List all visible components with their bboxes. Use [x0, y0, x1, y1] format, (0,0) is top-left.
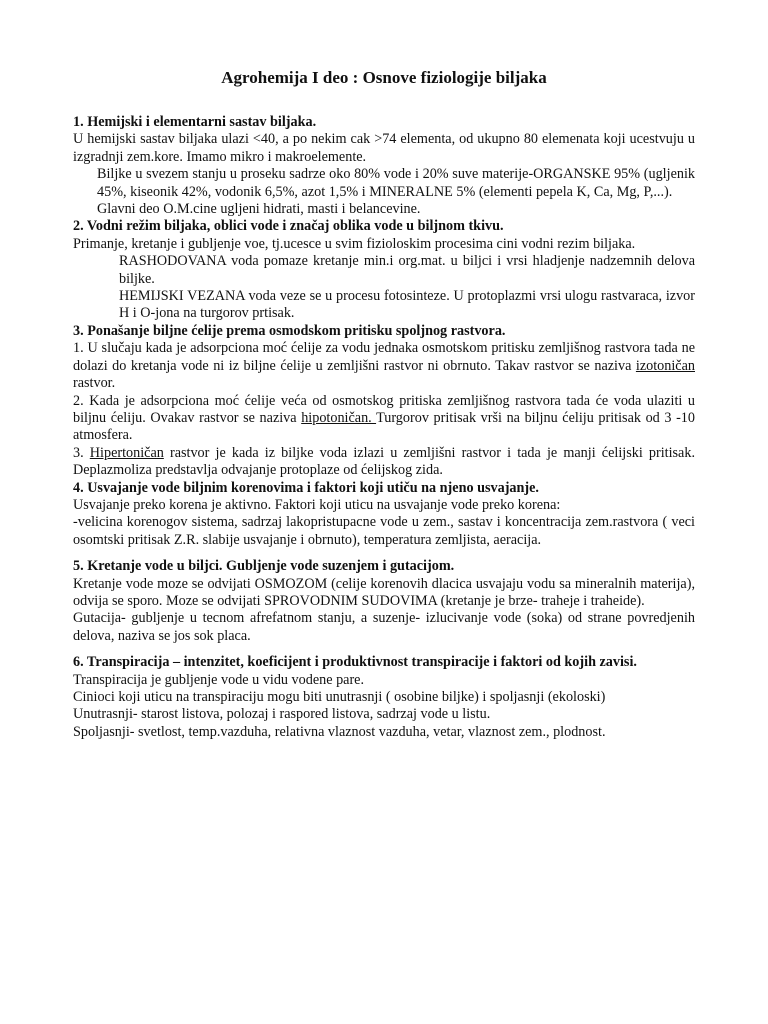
section-2-heading: 2. Vodni režim biljaka, oblici vode i značaj oblika vode u biljnom tkivu.: [73, 218, 504, 235]
section-6-paragraph: Cinioci koji uticu na transpiraciju mogu biti unutrasnji ( osobine biljke) i spoljasnji (ekoloski): [73, 689, 606, 705]
section-2-paragraph: HEMIJSKI VEZANA voda veze se u procesu fotosinteze. U protoplazmi vrsi ulogu rastvaraca, izvor H i O-jona na turgorov prtisak.: [119, 288, 695, 322]
section-6-paragraph: Transpiracija je gubljenje vode u vidu vodene pare.: [73, 671, 365, 688]
section-6-paragraph: Spoljasnji- svetlost, temp.vazduha, relativna vlaznost vazduha, vetar, vlaznost zem., plodnost.: [73, 723, 606, 740]
section-1-heading: 1. Hemijski i elementarni sastav biljaka.: [73, 114, 317, 130]
text-run: 2. Kada je adsorpciona moć ćelije veća od osmotskog pritiska zemljišnog rastvora tada će voda ulaziti u biljnu ćeliju. Ovakav rastvor se naziva: [73, 392, 695, 426]
text-run: rastvor je kada iz biljke voda izlazi u zemljišni rastvor i tada je manji ćelijski pritisak. Deplazmoliza predstavlja odvajanje protoplaze od ćelijskog zida.: [73, 444, 695, 479]
term-hipotonican: hipotoničan.: [301, 409, 377, 426]
text-run: 3.: [73, 444, 90, 461]
section-4-heading: 4. Usvajanje vode biljnim korenovima i faktori koji utiču na njeno usvajanje.: [73, 479, 539, 496]
section-4-paragraph: -velicina korenogov sistema, sadrzaj lakopristupacne vode u zem., sastav i koncentracija zem.rastvora ( veci osomtski pritisak Z.R. slabije usvajanje i obrnuto), temperatura zemljista, aeracija.: [73, 514, 695, 548]
section-3-paragraph: [73, 393, 695, 445]
text-run: rastvor.: [73, 375, 116, 392]
section-6-heading: 6. Transpiracija – intenzitet, koeficijent i produktivnost transpiracije i faktori od kojih zavisi.: [73, 654, 637, 671]
section-5-paragraph: Kretanje vode moze se odvijati OSMOZOM (celije korenovih dlacica usvajaju vodu sa mineralnih materija), odvija se sporo. Moze se odvijati SPROVODNIM SUDOVIMA (kretanje je brze- traheje i traheide).: [73, 575, 695, 609]
section-5-heading: 5. Kretanje vode u biljci. Gubljenje vode suzenjem i gutacijom.: [73, 558, 455, 575]
section-5-paragraph: Gutacija- gubljenje u tecnom afrefatnom stanju, a suzenje- izlucivanje vode (soka) od strane povredjenih delova, naziva se jos sok placa.: [73, 610, 695, 644]
section-4-paragraph: Usvajanje preko korena je aktivno. Faktori koji uticu na usvajanje vode preko korena:: [73, 496, 561, 513]
term-hipertonican: Hipertoničan: [89, 444, 164, 461]
section-3-paragraph: [73, 445, 695, 480]
section-3-paragraph: [73, 340, 695, 392]
section-3-heading: 3. Ponašanje biljne ćelije prema osmodskom pritisku spoljnog rastvora.: [73, 322, 506, 339]
section-1-paragraph: U hemijski sastav biljaka ulazi <40, a po nekim cak >74 elementa, od ukupno 80 elemenata koji ucestvuju u izgradnji zem.kore. Imamo mikro i makroelemente.: [73, 131, 695, 165]
section-6-paragraph: Unutrasnji- starost listova, polozaj i raspored listova, sadrzaj vode u listu.: [73, 706, 491, 723]
document-title: Agrohemija I deo : Osnove fiziologije biljaka: [221, 68, 547, 87]
section-2-paragraph: Primanje, kretanje i gubljenje voe, tj.ucesce u svim fizioloskim procesima cini vodni rezim biljaka.: [73, 235, 636, 252]
section-1-paragraph: Glavni deo O.M.cine ugljeni hidrati, masti i belancevine.: [97, 201, 421, 218]
text-run: Turgorov pritisak vrši na biljnu ćeliju pritisak od 3 -10 atmosfera.: [73, 409, 695, 444]
section-1-paragraph: Biljke u svezem stanju u proseku sadrze oko 80% vode i 20% suve materije-ORGANSKE 95% (ugljenik 45%, kiseonik 42%, vodonik 6,5%, azot 1,5% i MINERALNE 5% (elementi pepela K, Ca, Mg, P,...).: [97, 166, 695, 200]
text-run: 1. U slučaju kada je adsorpciona moć ćelije za vodu jednaka osmotskom pritisku zemljišnog rastvora tada ne dolazi do kretanja vode ni iz biljne ćelije u zemljišni rastvor ni obrnuto. Takav rastvor se naziva: [73, 340, 695, 374]
document-body: [73, 114, 695, 741]
term-izotonican: izotoničan: [635, 357, 695, 374]
section-2-paragraph: RASHODOVANA voda pomaze kretanje min.i org.mat. u biljci i vrsi hladjenje nadzemnih delova biljke.: [119, 253, 695, 287]
